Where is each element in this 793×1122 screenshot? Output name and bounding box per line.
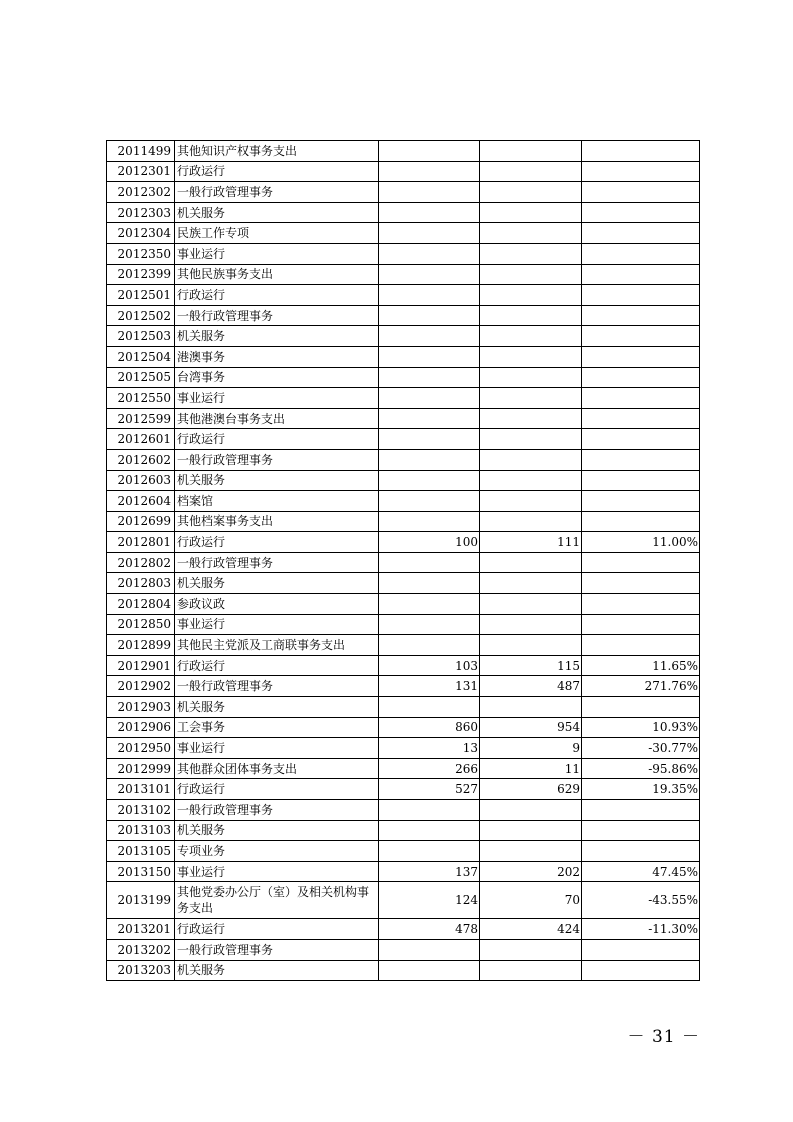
table-row <box>107 655 700 676</box>
cell-name: 档案馆 <box>175 491 379 512</box>
cell-change: 47.45% <box>582 861 700 882</box>
cell-value-1 <box>379 449 480 470</box>
cell-value-1 <box>379 614 480 635</box>
cell-name: 其他民族事务支出 <box>175 264 379 285</box>
cell-name: 行政运行 <box>175 655 379 676</box>
table-row <box>107 614 700 635</box>
cell-value-2 <box>480 552 582 573</box>
cell-change <box>582 223 700 244</box>
cell-value-2: 115 <box>480 655 582 676</box>
cell-name: 行政运行 <box>175 161 379 182</box>
cell-value-2: 487 <box>480 676 582 697</box>
cell-change <box>582 491 700 512</box>
cell-code: 2013199 <box>107 882 175 919</box>
cell-value-1: 124 <box>379 882 480 919</box>
cell-code: 2012601 <box>107 429 175 450</box>
cell-value-1 <box>379 346 480 367</box>
cell-value-2 <box>480 939 582 960</box>
cell-code: 2012903 <box>107 697 175 718</box>
cell-name: 其他党委办公厅（室）及相关机构事务支出 <box>175 882 379 919</box>
cell-code: 2012303 <box>107 202 175 223</box>
cell-value-2: 629 <box>480 779 582 800</box>
cell-code: 2012906 <box>107 717 175 738</box>
table-row <box>107 676 700 697</box>
cell-name: 行政运行 <box>175 285 379 306</box>
cell-code: 2012301 <box>107 161 175 182</box>
budget-table <box>106 140 700 981</box>
table-row <box>107 697 700 718</box>
table-row <box>107 552 700 573</box>
table-row <box>107 202 700 223</box>
table-row <box>107 779 700 800</box>
cell-code: 2012304 <box>107 223 175 244</box>
cell-code: 2012602 <box>107 449 175 470</box>
table-row <box>107 223 700 244</box>
cell-value-1 <box>379 202 480 223</box>
cell-name: 其他民主党派及工商联事务支出 <box>175 635 379 656</box>
cell-value-1 <box>379 388 480 409</box>
cell-code: 2012503 <box>107 326 175 347</box>
cell-value-1 <box>379 264 480 285</box>
cell-value-2: 424 <box>480 919 582 940</box>
cell-value-2 <box>480 264 582 285</box>
cell-code: 2013105 <box>107 841 175 862</box>
cell-name: 行政运行 <box>175 532 379 553</box>
table-row <box>107 161 700 182</box>
cell-change: -30.77% <box>582 738 700 759</box>
cell-code: 2012950 <box>107 738 175 759</box>
cell-change <box>582 182 700 203</box>
table-row <box>107 800 700 821</box>
cell-code: 2012599 <box>107 408 175 429</box>
cell-value-1 <box>379 243 480 264</box>
cell-change <box>582 594 700 615</box>
cell-value-2: 954 <box>480 717 582 738</box>
cell-value-1 <box>379 223 480 244</box>
cell-name: 行政运行 <box>175 779 379 800</box>
cell-change <box>582 800 700 821</box>
cell-code: 2013103 <box>107 820 175 841</box>
cell-code: 2012604 <box>107 491 175 512</box>
cell-value-2 <box>480 346 582 367</box>
table-row <box>107 573 700 594</box>
cell-change <box>582 429 700 450</box>
cell-value-2 <box>480 960 582 981</box>
cell-change <box>582 635 700 656</box>
cell-value-2 <box>480 573 582 594</box>
cell-value-2 <box>480 491 582 512</box>
cell-value-1 <box>379 511 480 532</box>
cell-name: 一般行政管理事务 <box>175 676 379 697</box>
cell-value-1 <box>379 841 480 862</box>
cell-code: 2012302 <box>107 182 175 203</box>
cell-value-1: 131 <box>379 676 480 697</box>
cell-value-1 <box>379 141 480 162</box>
table-row <box>107 182 700 203</box>
cell-change: 19.35% <box>582 779 700 800</box>
cell-change <box>582 202 700 223</box>
cell-change <box>582 388 700 409</box>
table-row <box>107 305 700 326</box>
cell-value-2 <box>480 243 582 264</box>
cell-code: 2012505 <box>107 367 175 388</box>
cell-value-2 <box>480 841 582 862</box>
cell-code: 2012603 <box>107 470 175 491</box>
cell-change: -11.30% <box>582 919 700 940</box>
table-row <box>107 141 700 162</box>
cell-value-1 <box>379 182 480 203</box>
table-row <box>107 861 700 882</box>
cell-value-1: 13 <box>379 738 480 759</box>
table-row <box>107 470 700 491</box>
cell-code: 2012999 <box>107 758 175 779</box>
cell-change <box>582 305 700 326</box>
cell-value-2 <box>480 614 582 635</box>
table-row <box>107 408 700 429</box>
table-row <box>107 429 700 450</box>
cell-value-2: 202 <box>480 861 582 882</box>
cell-name: 其他港澳台事务支出 <box>175 408 379 429</box>
cell-change <box>582 573 700 594</box>
cell-code: 2012350 <box>107 243 175 264</box>
cell-name: 一般行政管理事务 <box>175 182 379 203</box>
cell-name: 机关服务 <box>175 960 379 981</box>
cell-value-1: 860 <box>379 717 480 738</box>
cell-code: 2013201 <box>107 919 175 940</box>
cell-value-2 <box>480 202 582 223</box>
cell-change <box>582 408 700 429</box>
cell-code: 2013202 <box>107 939 175 960</box>
cell-value-2 <box>480 326 582 347</box>
cell-name: 港澳事务 <box>175 346 379 367</box>
cell-value-1 <box>379 573 480 594</box>
cell-value-2 <box>480 594 582 615</box>
cell-change <box>582 939 700 960</box>
cell-value-2 <box>480 511 582 532</box>
cell-name: 事业运行 <box>175 861 379 882</box>
cell-name: 一般行政管理事务 <box>175 449 379 470</box>
table-row <box>107 841 700 862</box>
table-row <box>107 960 700 981</box>
cell-value-2 <box>480 161 582 182</box>
cell-value-1 <box>379 552 480 573</box>
cell-name: 事业运行 <box>175 738 379 759</box>
cell-value-1: 478 <box>379 919 480 940</box>
cell-name: 机关服务 <box>175 326 379 347</box>
cell-code: 2012802 <box>107 552 175 573</box>
cell-change: 10.93% <box>582 717 700 738</box>
cell-name: 行政运行 <box>175 919 379 940</box>
cell-value-1 <box>379 594 480 615</box>
cell-value-1 <box>379 635 480 656</box>
cell-value-2 <box>480 367 582 388</box>
cell-change: -95.86% <box>582 758 700 779</box>
table-body <box>107 141 700 981</box>
cell-name: 一般行政管理事务 <box>175 305 379 326</box>
cell-name: 一般行政管理事务 <box>175 939 379 960</box>
table-row <box>107 285 700 306</box>
table-row <box>107 882 700 919</box>
cell-change <box>582 326 700 347</box>
cell-code: 2012801 <box>107 532 175 553</box>
cell-change: 11.65% <box>582 655 700 676</box>
cell-code: 2013150 <box>107 861 175 882</box>
cell-value-1: 100 <box>379 532 480 553</box>
cell-change <box>582 841 700 862</box>
table-row <box>107 243 700 264</box>
cell-value-2: 11 <box>480 758 582 779</box>
cell-value-1 <box>379 326 480 347</box>
cell-name: 专项业务 <box>175 841 379 862</box>
cell-value-2 <box>480 141 582 162</box>
cell-value-1 <box>379 697 480 718</box>
cell-value-1 <box>379 939 480 960</box>
table-row <box>107 388 700 409</box>
cell-value-2 <box>480 388 582 409</box>
cell-name: 机关服务 <box>175 202 379 223</box>
cell-name: 其他知识产权事务支出 <box>175 141 379 162</box>
cell-value-1 <box>379 408 480 429</box>
cell-change <box>582 346 700 367</box>
cell-value-2 <box>480 470 582 491</box>
cell-name: 台湾事务 <box>175 367 379 388</box>
cell-value-1 <box>379 800 480 821</box>
cell-name: 机关服务 <box>175 820 379 841</box>
cell-value-1 <box>379 305 480 326</box>
cell-name: 机关服务 <box>175 697 379 718</box>
cell-value-1 <box>379 367 480 388</box>
cell-value-1 <box>379 161 480 182</box>
cell-value-1: 137 <box>379 861 480 882</box>
cell-code: 2012699 <box>107 511 175 532</box>
table-row <box>107 820 700 841</box>
cell-value-1: 103 <box>379 655 480 676</box>
table-row <box>107 326 700 347</box>
cell-value-2 <box>480 223 582 244</box>
cell-code: 2011499 <box>107 141 175 162</box>
cell-change <box>582 511 700 532</box>
table-row <box>107 491 700 512</box>
cell-code: 2012803 <box>107 573 175 594</box>
cell-value-1: 266 <box>379 758 480 779</box>
cell-code: 2012901 <box>107 655 175 676</box>
cell-change: -43.55% <box>582 882 700 919</box>
table-row <box>107 717 700 738</box>
cell-name: 机关服务 <box>175 470 379 491</box>
table-row <box>107 738 700 759</box>
cell-code: 2012899 <box>107 635 175 656</box>
cell-value-2 <box>480 408 582 429</box>
cell-name: 其他群众团体事务支出 <box>175 758 379 779</box>
cell-change <box>582 820 700 841</box>
table-row <box>107 919 700 940</box>
cell-value-2 <box>480 820 582 841</box>
cell-change <box>582 614 700 635</box>
page-number: － 31 － <box>627 1027 700 1047</box>
cell-value-2 <box>480 697 582 718</box>
cell-name: 一般行政管理事务 <box>175 552 379 573</box>
cell-value-1 <box>379 491 480 512</box>
cell-value-2: 70 <box>480 882 582 919</box>
table-row <box>107 346 700 367</box>
cell-name: 工会事务 <box>175 717 379 738</box>
cell-value-2: 111 <box>480 532 582 553</box>
cell-change <box>582 285 700 306</box>
cell-code: 2012550 <box>107 388 175 409</box>
table-row <box>107 532 700 553</box>
table-row <box>107 511 700 532</box>
cell-code: 2012504 <box>107 346 175 367</box>
table-row <box>107 594 700 615</box>
cell-value-2 <box>480 429 582 450</box>
cell-change: 271.76% <box>582 676 700 697</box>
cell-value-2 <box>480 800 582 821</box>
cell-name: 机关服务 <box>175 573 379 594</box>
cell-change <box>582 141 700 162</box>
cell-code: 2012502 <box>107 305 175 326</box>
cell-value-2 <box>480 449 582 470</box>
table-row <box>107 449 700 470</box>
cell-value-2 <box>480 635 582 656</box>
cell-change: 11.00% <box>582 532 700 553</box>
cell-value-2 <box>480 182 582 203</box>
table-row <box>107 635 700 656</box>
cell-name: 行政运行 <box>175 429 379 450</box>
cell-name: 其他档案事务支出 <box>175 511 379 532</box>
cell-name: 事业运行 <box>175 388 379 409</box>
cell-code: 2012902 <box>107 676 175 697</box>
cell-change <box>582 960 700 981</box>
cell-change <box>582 243 700 264</box>
cell-change <box>582 697 700 718</box>
cell-name: 一般行政管理事务 <box>175 800 379 821</box>
cell-name: 民族工作专项 <box>175 223 379 244</box>
table-row <box>107 758 700 779</box>
cell-name: 参政议政 <box>175 594 379 615</box>
cell-code: 2013101 <box>107 779 175 800</box>
cell-value-1 <box>379 429 480 450</box>
cell-change <box>582 161 700 182</box>
cell-value-2 <box>480 285 582 306</box>
table-row <box>107 367 700 388</box>
cell-change <box>582 264 700 285</box>
cell-code: 2012399 <box>107 264 175 285</box>
cell-code: 2012804 <box>107 594 175 615</box>
cell-code: 2012501 <box>107 285 175 306</box>
cell-change <box>582 552 700 573</box>
cell-code: 2013102 <box>107 800 175 821</box>
cell-name: 事业运行 <box>175 614 379 635</box>
cell-value-1: 527 <box>379 779 480 800</box>
table-row <box>107 939 700 960</box>
cell-value-2 <box>480 305 582 326</box>
cell-value-2: 9 <box>480 738 582 759</box>
table-row <box>107 264 700 285</box>
cell-change <box>582 470 700 491</box>
cell-name: 事业运行 <box>175 243 379 264</box>
cell-code: 2012850 <box>107 614 175 635</box>
cell-change <box>582 367 700 388</box>
cell-value-1 <box>379 820 480 841</box>
cell-change <box>582 449 700 470</box>
cell-value-1 <box>379 960 480 981</box>
cell-value-1 <box>379 285 480 306</box>
cell-value-1 <box>379 470 480 491</box>
cell-code: 2013203 <box>107 960 175 981</box>
